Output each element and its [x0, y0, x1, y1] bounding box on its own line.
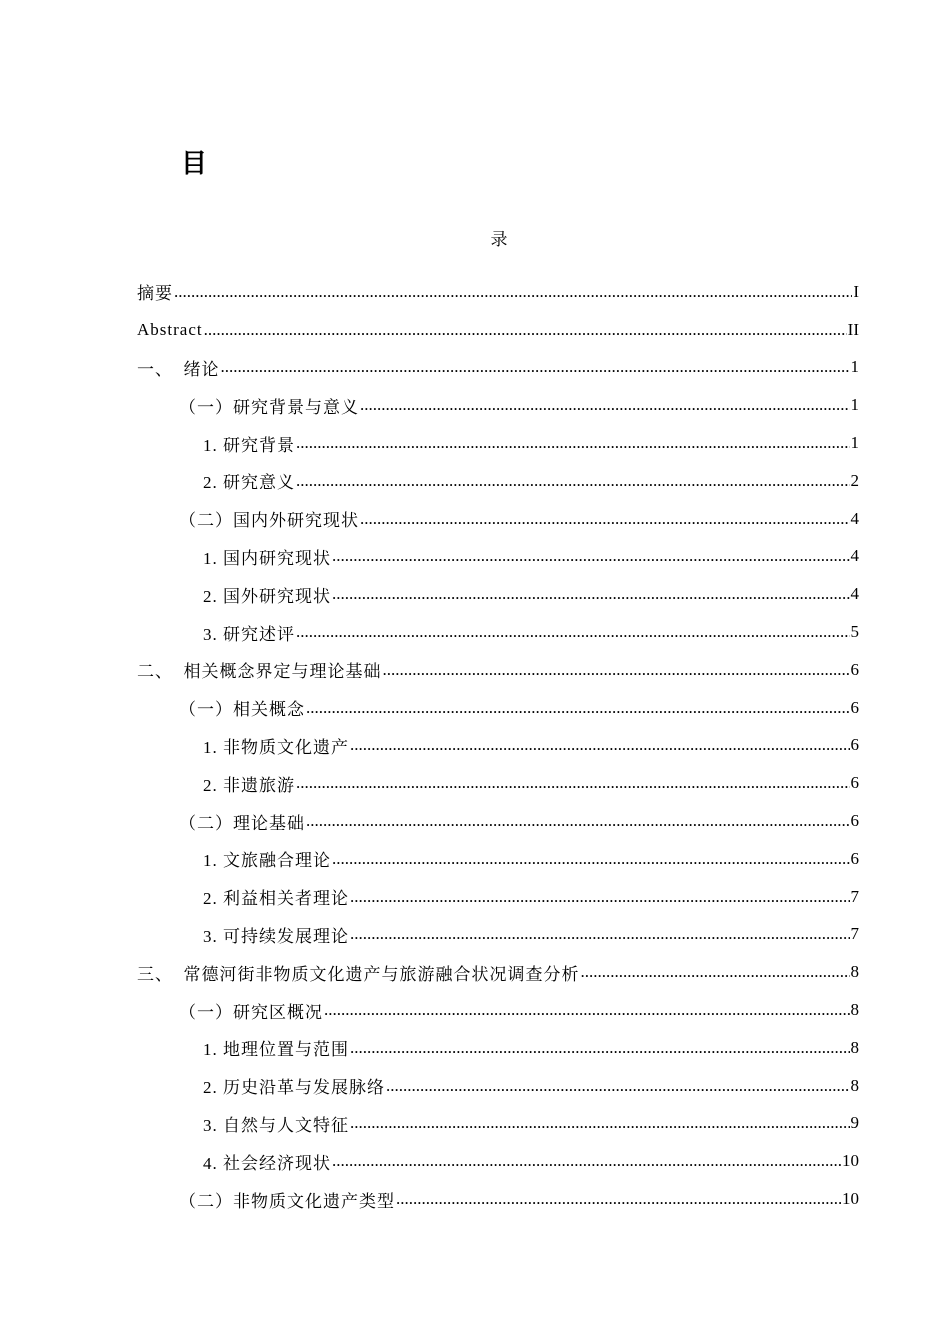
toc-entry-label: 2. 国外研究现状	[203, 586, 331, 606]
toc-leader-dots	[350, 924, 850, 944]
toc-entry-page-number: I	[853, 281, 859, 301]
toc-entry-label: （二）理论基础	[179, 813, 305, 833]
toc-entry-page-number: 7	[850, 924, 859, 944]
toc-entry[interactable]	[137, 727, 859, 765]
toc-entry[interactable]	[137, 613, 859, 651]
toc-entry-page-number: 6	[850, 811, 859, 831]
toc-entry[interactable]	[137, 840, 859, 878]
toc-entry[interactable]	[137, 878, 859, 916]
toc-entry[interactable]	[137, 1105, 859, 1143]
toc-leader-dots	[350, 887, 850, 907]
toc-title-part1: 目	[181, 149, 208, 179]
toc-entry[interactable]	[137, 1180, 859, 1218]
toc-title-part2: 录	[490, 230, 508, 249]
toc-leader-dots	[324, 1000, 850, 1020]
toc-entry-page-number: II	[847, 319, 859, 339]
toc-entry-label: 1. 地理位置与范围	[203, 1040, 349, 1060]
toc-leader-dots	[383, 660, 850, 680]
toc-entry-page-number: 10	[842, 1151, 859, 1171]
toc-entry-label: 1. 国内研究现状	[203, 548, 331, 568]
toc-entry-page-number: 8	[850, 1037, 859, 1057]
toc-leader-dots	[360, 509, 850, 529]
toc-entry-page-number: 8	[850, 1000, 859, 1020]
toc-entry-label: （二）非物质文化遗产类型	[179, 1191, 395, 1211]
toc-entry[interactable]	[137, 916, 859, 954]
toc-entry-label: 3. 可持续发展理论	[203, 926, 349, 946]
toc-entry-page-number: 1	[850, 395, 859, 415]
toc-entry[interactable]	[137, 1029, 859, 1067]
toc-entry[interactable]	[137, 575, 859, 613]
toc-entry-label: 2. 非遗旅游	[203, 775, 295, 795]
table-of-contents	[137, 273, 859, 1218]
toc-entry-label: 二、 相关概念界定与理论基础	[137, 662, 382, 682]
toc-entry-page-number: 6	[850, 659, 859, 679]
toc-entry-page-number: 6	[850, 697, 859, 717]
toc-entry-label: Abstract	[137, 319, 203, 339]
toc-entry[interactable]	[137, 991, 859, 1029]
toc-entry-page-number: 1	[850, 357, 859, 377]
toc-leader-dots	[306, 698, 850, 718]
toc-entry[interactable]	[137, 500, 859, 538]
toc-entry-label: 摘要	[137, 284, 173, 304]
toc-leader-dots	[296, 773, 850, 793]
toc-entry-label: （一）相关概念	[179, 700, 305, 720]
toc-leader-dots	[296, 433, 850, 453]
toc-leader-dots	[386, 1076, 850, 1096]
toc-entry-label: （二）国内外研究现状	[179, 511, 359, 531]
toc-entry-label: 2. 研究意义	[203, 473, 295, 493]
toc-entry[interactable]	[137, 349, 859, 387]
toc-entry-page-number: 10	[842, 1189, 859, 1209]
toc-leader-dots	[332, 584, 850, 604]
toc-entry[interactable]	[137, 764, 859, 802]
toc-entry[interactable]	[137, 1067, 859, 1105]
toc-entry-label: 1. 研究背景	[203, 435, 295, 455]
toc-entry-label: 2. 利益相关者理论	[203, 889, 349, 909]
toc-leader-dots	[296, 622, 850, 642]
toc-entry[interactable]	[137, 311, 859, 349]
toc-entry-page-number: 4	[850, 584, 859, 604]
toc-entry[interactable]	[137, 651, 859, 689]
toc-entry-page-number: 1	[850, 433, 859, 453]
toc-entry[interactable]	[137, 273, 859, 311]
toc-entry-page-number: 4	[850, 546, 859, 566]
toc-leader-dots	[296, 471, 850, 491]
toc-entry-label: 1. 非物质文化遗产	[203, 737, 349, 757]
toc-leader-dots	[174, 282, 852, 302]
toc-entry[interactable]	[137, 1142, 859, 1180]
toc-entry-page-number: 6	[850, 735, 859, 755]
toc-entry-page-number: 8	[850, 962, 859, 982]
toc-entry-label: （一）研究区概况	[179, 1002, 323, 1022]
toc-leader-dots	[204, 320, 847, 340]
toc-entry-page-number: 7	[850, 886, 859, 906]
toc-entry-label: 4. 社会经济现状	[203, 1153, 331, 1173]
toc-leader-dots	[581, 962, 850, 982]
toc-entry-page-number: 5	[850, 622, 859, 642]
toc-leader-dots	[332, 546, 850, 566]
toc-entry[interactable]	[137, 538, 859, 576]
toc-entry-page-number: 6	[850, 773, 859, 793]
toc-entry-label: 3. 自然与人文特征	[203, 1115, 349, 1135]
toc-leader-dots	[221, 357, 850, 377]
toc-leader-dots	[396, 1189, 841, 1209]
toc-leader-dots	[350, 1038, 850, 1058]
toc-entry-page-number: 9	[850, 1113, 859, 1133]
toc-entry[interactable]	[137, 953, 859, 991]
toc-entry[interactable]	[137, 689, 859, 727]
toc-leader-dots	[306, 811, 850, 831]
toc-entry[interactable]	[137, 462, 859, 500]
toc-entry-label: 3. 研究述评	[203, 624, 295, 644]
toc-entry-label: 1. 文旅融合理论	[203, 851, 331, 871]
toc-entry[interactable]	[137, 386, 859, 424]
toc-entry[interactable]	[137, 802, 859, 840]
toc-entry-page-number: 6	[850, 848, 859, 868]
toc-leader-dots	[332, 1151, 841, 1171]
toc-entry-label: 2. 历史沿革与发展脉络	[203, 1078, 385, 1098]
toc-leader-dots	[360, 395, 850, 415]
toc-entry-label: （一）研究背景与意义	[179, 397, 359, 417]
toc-entry-label: 一、 绪论	[137, 359, 220, 379]
toc-entry[interactable]	[137, 424, 859, 462]
toc-entry-page-number: 8	[850, 1075, 859, 1095]
toc-entry-label: 三、 常德河街非物质文化遗产与旅游融合状况调查分析	[137, 964, 580, 984]
toc-leader-dots	[350, 735, 850, 755]
toc-leader-dots	[350, 1113, 850, 1133]
toc-leader-dots	[332, 849, 850, 869]
toc-entry-page-number: 2	[850, 470, 859, 490]
toc-entry-page-number: 4	[850, 508, 859, 528]
